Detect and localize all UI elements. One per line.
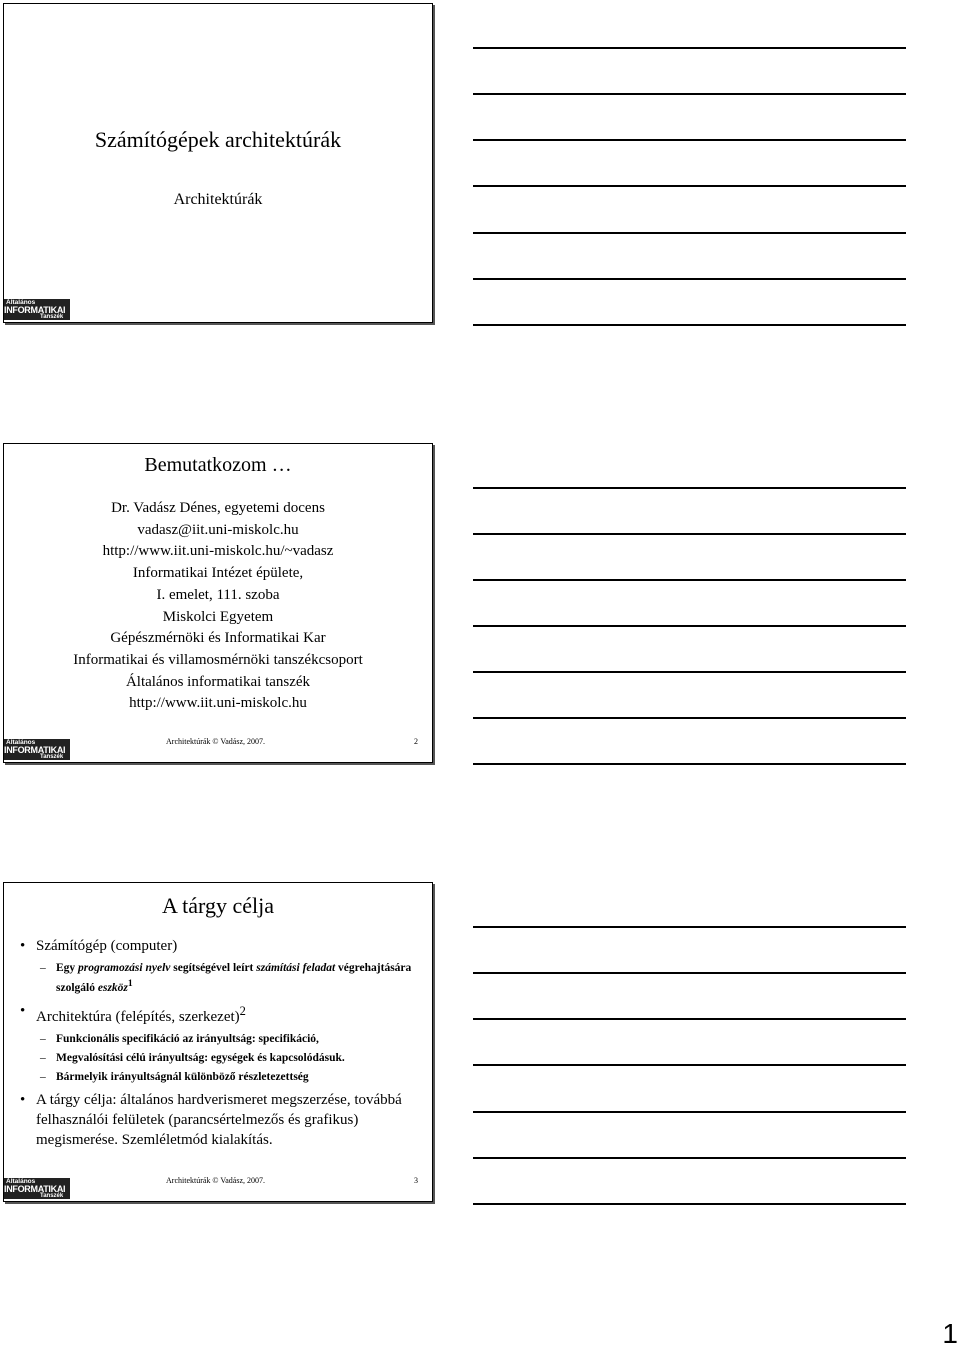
note-line (473, 671, 906, 673)
note-line (473, 763, 906, 765)
contact-line: Dr. Vadász Dénes, egyetemi docens (111, 500, 325, 516)
contact-line: vadasz@iit.uni-miskolc.hu (137, 521, 299, 538)
note-line (473, 533, 906, 535)
note-line (473, 1157, 906, 1159)
note-line (473, 1203, 906, 1205)
contact-line: I. emelet, 111. szoba (156, 586, 280, 603)
page-number: 1 (942, 1318, 958, 1349)
note-line (473, 1064, 906, 1066)
contact-line: Informatikai és villamosmérnöki tanszékcsoport (73, 651, 363, 668)
slide-1-subtitle: Architektúrák (173, 191, 263, 208)
note-line (473, 487, 906, 489)
note-line (473, 1018, 906, 1020)
sub-bullet: – Egy programozási nyelv segítségével leírt számítási feladat végrehajtására szolgáló eszköz$^1$ (18, 960, 424, 996)
slide-3-number: 3 (414, 1176, 418, 1185)
contact-line: http://www.iit.uni-miskolc.hu/~vadasz (102, 543, 334, 560)
slide-3-title: A tárgy célja (162, 893, 274, 918)
contact-info (4, 498, 432, 715)
slide-2-title: Bemutatkozom … (144, 454, 292, 476)
slide-2 (3, 443, 433, 763)
contact-line: http://www.iit.uni-miskolc.hu (129, 695, 307, 712)
slide-2-footer: Architektúrák © Vadász, 2007. (166, 737, 266, 746)
bullet: • A tárgy célja: általános hardverismeret megszerzése, továbbá felhasználói felületek (parancsértelmezős és grafikus) megismerése. Szemléletmód kialakítás. (18, 1090, 424, 1150)
note-line (473, 232, 906, 234)
note-line (473, 579, 906, 581)
bullet: • Számítógép (computer) (18, 936, 424, 956)
note-line (473, 972, 906, 974)
sub-bullet: – Funkcionális specifikáció az irányultság: specifikáció, (18, 1031, 424, 1047)
department-logo: Általános INFORMATIKAI Tanszék (4, 739, 70, 760)
note-line (473, 47, 906, 49)
slide-3 (3, 882, 433, 1202)
contact-line: Informatikai Intézet épülete, (132, 565, 304, 582)
note-line (473, 625, 906, 627)
note-line (473, 324, 906, 326)
contact-line: Miskolci Egyetem (162, 608, 274, 625)
slide-1 (3, 3, 433, 323)
note-line (473, 717, 906, 719)
sub-bullet: – Bármelyik irányultságnál különböző részletezettség (18, 1069, 424, 1085)
slide-1-title: Számítógépek architektúrák (94, 127, 342, 152)
note-line (473, 185, 906, 187)
department-logo: Általános INFORMATIKAI Tanszék (4, 299, 70, 320)
note-line (473, 139, 906, 141)
bullet: • Architektúra (felépítés, szerkezet)$^2$ (18, 1001, 424, 1027)
sub-bullet: – Megvalósítási célú irányultság: egységek és kapcsolódásuk. (18, 1050, 424, 1066)
note-line (473, 93, 906, 95)
slide-2-number: 2 (414, 737, 418, 746)
note-line (473, 278, 906, 280)
contact-line: Gépészmérnöki és Informatikai Kar (110, 630, 326, 647)
note-line (473, 1111, 906, 1113)
contact-line: Általános informatikai tanszék (125, 673, 311, 690)
slide-3-body (18, 936, 424, 1150)
slide-3-footer: Architektúrák © Vadász, 2007. (166, 1176, 266, 1185)
note-line (473, 926, 906, 928)
department-logo: Általános INFORMATIKAI Tanszék (4, 1178, 70, 1199)
